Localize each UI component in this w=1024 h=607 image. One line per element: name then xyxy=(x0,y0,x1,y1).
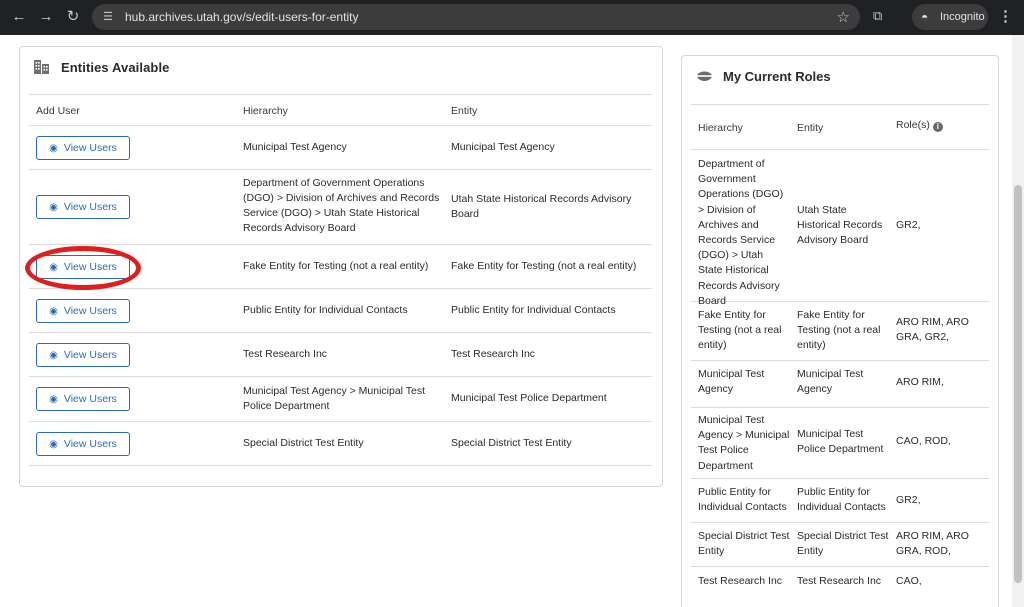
view-users-button[interactable] xyxy=(36,299,130,323)
hierarchy-cell: Fake Entity for Testing (not a real entity) xyxy=(243,260,429,272)
entity-cell: Utah State Historical Records Advisory Board xyxy=(451,193,632,220)
entity-cell: Utah State Historical Records Advisory Board xyxy=(797,204,883,247)
table-row xyxy=(691,523,989,567)
hierarchy-cell: Test Research Inc xyxy=(698,575,783,587)
entity-cell: Special District Test Entity xyxy=(797,530,889,558)
table-row xyxy=(29,170,652,245)
entity-cell: Municipal Test Police Department xyxy=(451,392,607,404)
table-row xyxy=(29,289,652,333)
table-row xyxy=(29,245,652,289)
roles-cell: ARO RIM, xyxy=(896,376,944,388)
column-header-roles xyxy=(896,119,943,132)
roles-cell: ARO RIM, ARO GRA, ROD, xyxy=(896,530,969,558)
entities-card-header xyxy=(33,58,170,76)
back-arrow-icon[interactable]: ← xyxy=(11,8,27,25)
site-info-icon[interactable]: ☰ xyxy=(103,11,113,23)
entities-card-title: Entities Available xyxy=(61,59,170,75)
view-users-label: View Users xyxy=(63,201,117,213)
hierarchy-cell: Test Research Inc xyxy=(243,348,328,360)
entity-cell: Municipal Test Agency xyxy=(797,368,864,396)
eye-icon: ◉ xyxy=(49,201,58,213)
roles-table xyxy=(691,104,989,597)
view-users-label: View Users xyxy=(63,261,117,273)
view-users-button[interactable] xyxy=(36,343,130,367)
entity-cell: Test Research Inc xyxy=(797,575,882,587)
table-row xyxy=(691,361,989,408)
incognito-label: Incognito xyxy=(940,11,985,23)
reload-icon[interactable]: ↻ xyxy=(66,8,80,25)
entities-table-header xyxy=(29,94,652,126)
info-icon[interactable]: i xyxy=(933,122,943,132)
eye-icon: ◉ xyxy=(49,142,58,154)
entity-cell: Public Entity for Individual Contacts xyxy=(451,304,616,316)
hierarchy-cell: Municipal Test Agency xyxy=(698,368,765,396)
entities-available-card xyxy=(19,46,663,487)
view-users-label: View Users xyxy=(63,142,117,154)
roles-cell: GR2, xyxy=(896,494,921,506)
hierarchy-cell: Fake Entity for Testing (not a real entity) xyxy=(698,309,782,352)
view-users-button[interactable] xyxy=(36,195,130,219)
entity-cell: Special District Test Entity xyxy=(451,437,572,449)
browser-toolbar xyxy=(0,0,1024,35)
roles-card-header xyxy=(696,68,831,85)
column-header-add-user: Add User xyxy=(36,105,80,117)
entity-cell: Municipal Test Police Department xyxy=(797,428,884,456)
table-row xyxy=(29,422,652,466)
view-users-button[interactable] xyxy=(36,136,130,160)
entities-table xyxy=(29,94,652,466)
column-header-hierarchy: Hierarchy xyxy=(243,105,288,117)
hierarchy-cell: Municipal Test Agency > Municipal Test Police Department xyxy=(243,385,426,412)
view-users-label: View Users xyxy=(63,438,117,450)
my-current-roles-card xyxy=(681,55,999,607)
badge-shield-icon xyxy=(696,68,713,85)
building-icon xyxy=(33,58,51,76)
roles-table-header xyxy=(691,104,989,150)
hierarchy-cell: Special District Test Entity xyxy=(698,530,790,558)
view-users-button[interactable] xyxy=(36,255,130,279)
hierarchy-cell: Municipal Test Agency xyxy=(243,141,347,153)
roles-header-label: Role(s) xyxy=(896,119,930,131)
hierarchy-cell: Public Entity for Individual Contacts xyxy=(698,486,787,514)
table-row xyxy=(29,126,652,170)
table-row xyxy=(691,150,989,307)
page-scrollbar[interactable] xyxy=(1012,35,1024,607)
eye-icon: ◉ xyxy=(49,261,58,273)
hierarchy-cell: Department of Government Operations (DGO) > Division of Archives and Records Service (DGO) > Utah State Historical Records Advisory Board xyxy=(698,158,784,307)
hierarchy-cell: Department of Government Operations (DGO) > Division of Archives and Records Service (DGO) > Utah State Historical Records Advisory Board xyxy=(243,177,440,234)
eye-icon: ◉ xyxy=(49,438,58,450)
roles-cell: GR2, xyxy=(896,219,921,231)
entity-cell: Fake Entity for Testing (not a real entity) xyxy=(797,309,881,352)
roles-card-title: My Current Roles xyxy=(723,69,831,84)
entity-cell: Test Research Inc xyxy=(451,348,536,360)
incognito-icon: ◓ xyxy=(921,10,929,24)
eye-icon: ◉ xyxy=(49,393,58,405)
view-users-label: View Users xyxy=(63,305,117,317)
hierarchy-cell: Municipal Test Agency > Municipal Test Police Department xyxy=(698,414,790,472)
roles-cell: CAO, xyxy=(896,575,922,587)
entity-cell: Municipal Test Agency xyxy=(451,141,555,153)
column-header-hierarchy: Hierarchy xyxy=(698,122,743,134)
url-text[interactable]: hub.archives.utah.gov/s/edit-users-for-entity xyxy=(125,10,359,24)
hierarchy-cell: Special District Test Entity xyxy=(243,437,364,449)
incognito-badge[interactable] xyxy=(912,4,988,30)
table-row xyxy=(29,377,652,422)
scrollbar-thumb[interactable] xyxy=(1014,185,1022,583)
lens-search-icon[interactable]: ⧉ xyxy=(873,8,883,23)
entity-cell: Public Entity for Individual Contacts xyxy=(797,486,886,514)
eye-icon: ◉ xyxy=(49,349,58,361)
address-bar[interactable] xyxy=(92,4,860,30)
table-row xyxy=(29,333,652,377)
roles-cell: CAO, ROD, xyxy=(896,435,951,447)
column-header-entity: Entity xyxy=(451,105,478,117)
page-content xyxy=(0,35,1012,607)
hierarchy-cell: Public Entity for Individual Contacts xyxy=(243,304,408,316)
view-users-label: View Users xyxy=(63,393,117,405)
table-row xyxy=(691,479,989,523)
column-header-entity: Entity xyxy=(797,122,824,134)
view-users-button[interactable] xyxy=(36,387,130,411)
table-row xyxy=(691,408,989,479)
entity-cell: Fake Entity for Testing (not a real entity) xyxy=(451,260,637,272)
eye-icon: ◉ xyxy=(49,305,58,317)
table-row xyxy=(691,567,989,597)
bookmark-star-icon[interactable]: ☆ xyxy=(836,9,850,26)
forward-arrow-icon[interactable]: → xyxy=(38,8,54,25)
view-users-button[interactable] xyxy=(36,432,130,456)
roles-cell: ARO RIM, ARO GRA, GR2, xyxy=(896,316,969,344)
view-users-label: View Users xyxy=(63,349,117,361)
browser-menu-icon[interactable]: ⋮ xyxy=(998,8,1013,25)
table-row xyxy=(691,302,989,361)
